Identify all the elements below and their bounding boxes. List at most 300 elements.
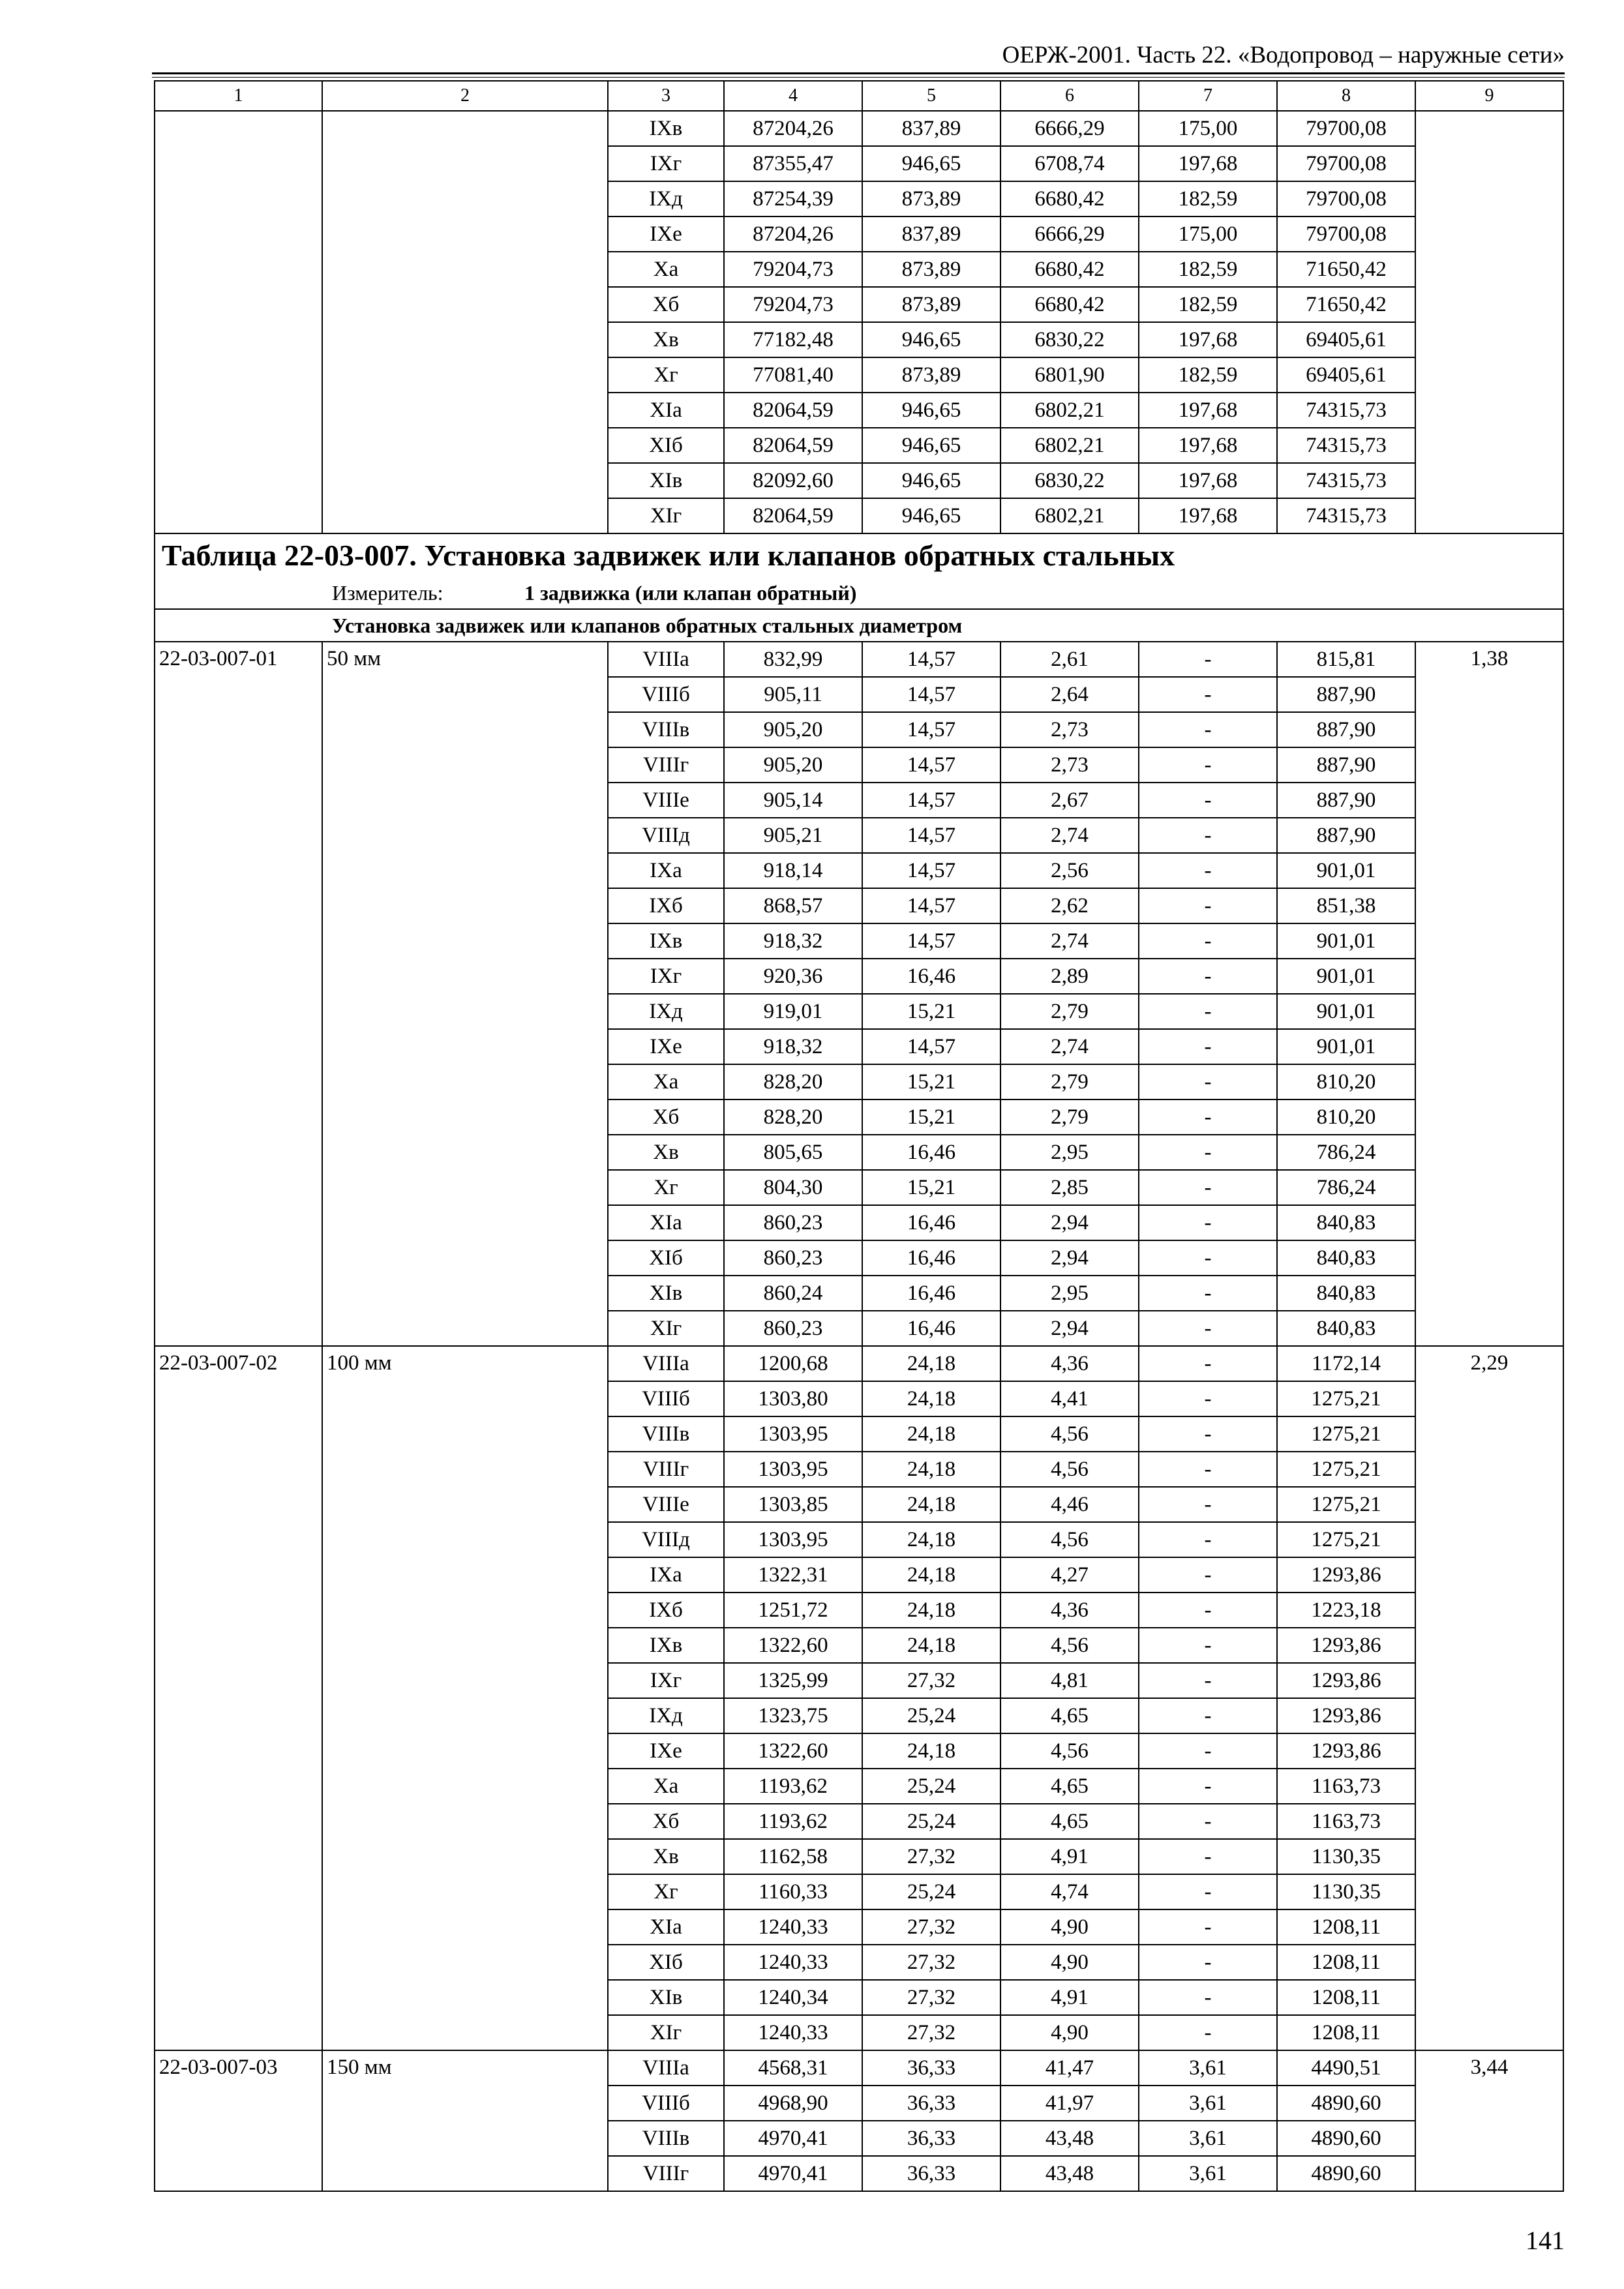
materials-cell: 74315,73: [1277, 428, 1415, 463]
zone-cell: XIб: [608, 1945, 724, 1980]
machine-cost-cell: 6802,21: [1000, 428, 1139, 463]
zone-cell: VIIIв: [608, 1416, 724, 1452]
mass-cell: 1,38: [1415, 642, 1563, 1346]
wage-cell: 27,32: [862, 2015, 1000, 2050]
direct-cost-cell: 1303,95: [724, 1416, 862, 1452]
materials-cell: 815,81: [1277, 642, 1415, 677]
code-cell: [155, 111, 322, 533]
machine-cost-cell: 6830,22: [1000, 322, 1139, 357]
subheading-row: [155, 609, 1563, 642]
machine-cost-cell: 2,74: [1000, 923, 1139, 959]
zone-cell: VIIIб: [608, 2086, 724, 2121]
direct-cost-cell: 860,23: [724, 1311, 862, 1346]
zone-cell: Xв: [608, 322, 724, 357]
table-body: [155, 81, 1563, 2191]
driver-wage-cell: -: [1139, 1240, 1277, 1276]
driver-wage-cell: 182,59: [1139, 287, 1277, 322]
materials-cell: 1208,11: [1277, 1909, 1415, 1945]
direct-cost-cell: 905,21: [724, 818, 862, 853]
driver-wage-cell: -: [1139, 888, 1277, 923]
machine-cost-cell: 6680,42: [1000, 287, 1139, 322]
driver-wage-cell: -: [1139, 1557, 1277, 1593]
materials-cell: 74315,73: [1277, 498, 1415, 533]
materials-cell: 840,83: [1277, 1205, 1415, 1240]
machine-cost-cell: 2,79: [1000, 994, 1139, 1029]
materials-cell: 79700,08: [1277, 111, 1415, 146]
zone-cell: XIг: [608, 1311, 724, 1346]
mass-cell: [1415, 111, 1563, 533]
materials-cell: 901,01: [1277, 994, 1415, 1029]
machine-cost-cell: 2,61: [1000, 642, 1139, 677]
machine-cost-cell: 2,89: [1000, 959, 1139, 994]
machine-cost-cell: 4,65: [1000, 1698, 1139, 1733]
zone-cell: VIIIг: [608, 1452, 724, 1487]
wage-cell: 25,24: [862, 1769, 1000, 1804]
table-title-row: [155, 533, 1563, 577]
machine-cost-cell: 2,79: [1000, 1064, 1139, 1100]
column-number-cell: 8: [1277, 81, 1415, 111]
wage-cell: 14,57: [862, 818, 1000, 853]
materials-cell: 74315,73: [1277, 393, 1415, 428]
direct-cost-cell: 77182,48: [724, 322, 862, 357]
materials-cell: 851,38: [1277, 888, 1415, 923]
zone-cell: Xа: [608, 252, 724, 287]
direct-cost-cell: 828,20: [724, 1064, 862, 1100]
zone-cell: IXд: [608, 994, 724, 1029]
materials-cell: 901,01: [1277, 959, 1415, 994]
wage-cell: 14,57: [862, 712, 1000, 747]
driver-wage-cell: -: [1139, 1170, 1277, 1205]
materials-cell: 901,01: [1277, 853, 1415, 888]
direct-cost-cell: 4970,41: [724, 2156, 862, 2191]
materials-cell: 1275,21: [1277, 1416, 1415, 1452]
materials-cell: 1293,86: [1277, 1698, 1415, 1733]
direct-cost-cell: 1303,85: [724, 1487, 862, 1522]
zone-cell: IXа: [608, 853, 724, 888]
wage-cell: 873,89: [862, 252, 1000, 287]
materials-cell: 1275,21: [1277, 1522, 1415, 1557]
machine-cost-cell: 4,56: [1000, 1522, 1139, 1557]
driver-wage-cell: -: [1139, 1698, 1277, 1733]
wage-cell: 873,89: [862, 287, 1000, 322]
wage-cell: 24,18: [862, 1487, 1000, 1522]
direct-cost-cell: 905,11: [724, 677, 862, 712]
wage-cell: 24,18: [862, 1346, 1000, 1381]
materials-cell: 4890,60: [1277, 2156, 1415, 2191]
column-number-cell: 7: [1139, 81, 1277, 111]
direct-cost-cell: 1322,60: [724, 1628, 862, 1663]
column-number-row: [155, 81, 1563, 111]
wage-cell: 837,89: [862, 217, 1000, 252]
wage-cell: 873,89: [862, 181, 1000, 217]
machine-cost-cell: 4,56: [1000, 1733, 1139, 1769]
materials-cell: 69405,61: [1277, 357, 1415, 393]
driver-wage-cell: -: [1139, 1804, 1277, 1839]
wage-cell: 946,65: [862, 463, 1000, 498]
machine-cost-cell: 2,74: [1000, 1029, 1139, 1064]
machine-cost-cell: 2,73: [1000, 747, 1139, 783]
wage-cell: 24,18: [862, 1381, 1000, 1416]
direct-cost-cell: 1162,58: [724, 1839, 862, 1874]
wage-cell: 14,57: [862, 923, 1000, 959]
driver-wage-cell: -: [1139, 1980, 1277, 2015]
driver-wage-cell: 197,68: [1139, 498, 1277, 533]
materials-cell: 1293,86: [1277, 1733, 1415, 1769]
materials-cell: 810,20: [1277, 1064, 1415, 1100]
materials-cell: 901,01: [1277, 923, 1415, 959]
driver-wage-cell: -: [1139, 959, 1277, 994]
zone-cell: XIв: [608, 1980, 724, 2015]
zone-cell: VIIIа: [608, 2050, 724, 2086]
direct-cost-cell: 1160,33: [724, 1874, 862, 1909]
direct-cost-cell: 832,99: [724, 642, 862, 677]
column-number-cell: 3: [608, 81, 724, 111]
zone-cell: Xа: [608, 1769, 724, 1804]
materials-cell: 1275,21: [1277, 1487, 1415, 1522]
wage-cell: 946,65: [862, 498, 1000, 533]
driver-wage-cell: -: [1139, 1452, 1277, 1487]
wage-cell: 36,33: [862, 2050, 1000, 2086]
machine-cost-cell: 4,46: [1000, 1487, 1139, 1522]
direct-cost-cell: 82064,59: [724, 393, 862, 428]
driver-wage-cell: -: [1139, 1593, 1277, 1628]
page-number: 141: [1526, 2226, 1565, 2255]
machine-cost-cell: 6802,21: [1000, 498, 1139, 533]
materials-cell: 1172,14: [1277, 1346, 1415, 1381]
direct-cost-cell: 87204,26: [724, 217, 862, 252]
driver-wage-cell: 197,68: [1139, 322, 1277, 357]
column-number-cell: 1: [155, 81, 322, 111]
machine-cost-cell: 6680,42: [1000, 252, 1139, 287]
wage-cell: 14,57: [862, 1029, 1000, 1064]
wage-cell: 15,21: [862, 994, 1000, 1029]
wage-cell: 25,24: [862, 1804, 1000, 1839]
machine-cost-cell: 4,36: [1000, 1346, 1139, 1381]
wage-cell: 24,18: [862, 1733, 1000, 1769]
direct-cost-cell: 918,14: [724, 853, 862, 888]
driver-wage-cell: -: [1139, 1276, 1277, 1311]
wage-cell: 15,21: [862, 1064, 1000, 1100]
wage-cell: 24,18: [862, 1593, 1000, 1628]
materials-cell: 4890,60: [1277, 2086, 1415, 2121]
driver-wage-cell: 175,00: [1139, 217, 1277, 252]
machine-cost-cell: 2,64: [1000, 677, 1139, 712]
wage-cell: 24,18: [862, 1452, 1000, 1487]
driver-wage-cell: -: [1139, 994, 1277, 1029]
materials-cell: 1130,35: [1277, 1874, 1415, 1909]
driver-wage-cell: 182,59: [1139, 181, 1277, 217]
machine-cost-cell: 4,27: [1000, 1557, 1139, 1593]
wage-cell: 27,32: [862, 1945, 1000, 1980]
driver-wage-cell: -: [1139, 1733, 1277, 1769]
machine-cost-cell: 4,56: [1000, 1452, 1139, 1487]
machine-cost-cell: 2,74: [1000, 818, 1139, 853]
direct-cost-cell: 1193,62: [724, 1804, 862, 1839]
direct-cost-cell: 82064,59: [724, 428, 862, 463]
zone-cell: XIв: [608, 1276, 724, 1311]
machine-cost-cell: 4,91: [1000, 1980, 1139, 2015]
zone-cell: IXд: [608, 1698, 724, 1733]
machine-cost-cell: 4,81: [1000, 1663, 1139, 1698]
driver-wage-cell: -: [1139, 1205, 1277, 1240]
zone-cell: XIг: [608, 2015, 724, 2050]
driver-wage-cell: 197,68: [1139, 393, 1277, 428]
materials-cell: 1163,73: [1277, 1804, 1415, 1839]
materials-cell: 887,90: [1277, 783, 1415, 818]
driver-wage-cell: -: [1139, 1381, 1277, 1416]
driver-wage-cell: 182,59: [1139, 357, 1277, 393]
driver-wage-cell: 3,61: [1139, 2050, 1277, 2086]
zone-cell: VIIIд: [608, 818, 724, 853]
direct-cost-cell: 1303,95: [724, 1522, 862, 1557]
machine-cost-cell: 2,62: [1000, 888, 1139, 923]
wage-cell: 14,57: [862, 747, 1000, 783]
driver-wage-cell: 3,61: [1139, 2086, 1277, 2121]
machine-cost-cell: 2,67: [1000, 783, 1139, 818]
driver-wage-cell: -: [1139, 1628, 1277, 1663]
machine-cost-cell: 4,91: [1000, 1839, 1139, 1874]
zone-cell: Xг: [608, 1874, 724, 1909]
zone-cell: XIг: [608, 498, 724, 533]
direct-cost-cell: 87254,39: [724, 181, 862, 217]
zone-cell: Xв: [608, 1135, 724, 1170]
machine-cost-cell: 2,79: [1000, 1100, 1139, 1135]
wage-cell: 24,18: [862, 1522, 1000, 1557]
wage-cell: 873,89: [862, 357, 1000, 393]
mass-cell: 3,44: [1415, 2050, 1563, 2191]
zone-cell: VIIIа: [608, 1346, 724, 1381]
wage-cell: 25,24: [862, 1698, 1000, 1733]
table-row: [155, 2050, 1563, 2086]
table-row: [155, 642, 1563, 677]
driver-wage-cell: -: [1139, 1487, 1277, 1522]
driver-wage-cell: 182,59: [1139, 252, 1277, 287]
wage-cell: 27,32: [862, 1839, 1000, 1874]
driver-wage-cell: -: [1139, 818, 1277, 853]
code-cell: 22-03-007-01: [155, 642, 322, 1346]
driver-wage-cell: -: [1139, 1100, 1277, 1135]
wage-cell: 946,65: [862, 393, 1000, 428]
machine-cost-cell: 4,36: [1000, 1593, 1139, 1628]
machine-cost-cell: 6830,22: [1000, 463, 1139, 498]
materials-cell: 1293,86: [1277, 1663, 1415, 1698]
header-rule-thin: [152, 77, 1565, 78]
machine-cost-cell: 4,56: [1000, 1416, 1139, 1452]
zone-cell: VIIIг: [608, 747, 724, 783]
driver-wage-cell: -: [1139, 1945, 1277, 1980]
direct-cost-cell: 828,20: [724, 1100, 862, 1135]
direct-cost-cell: 860,24: [724, 1276, 862, 1311]
direct-cost-cell: 905,20: [724, 712, 862, 747]
direct-cost-cell: 4968,90: [724, 2086, 862, 2121]
header-rule-thick: [152, 72, 1565, 74]
direct-cost-cell: 82064,59: [724, 498, 862, 533]
wage-cell: 16,46: [862, 1276, 1000, 1311]
materials-cell: 810,20: [1277, 1100, 1415, 1135]
column-number-cell: 2: [322, 81, 608, 111]
subheading-cell: [155, 609, 1563, 642]
zone-cell: IXе: [608, 1733, 724, 1769]
wage-cell: 25,24: [862, 1874, 1000, 1909]
materials-cell: 887,90: [1277, 818, 1415, 853]
machine-cost-cell: 41,47: [1000, 2050, 1139, 2086]
driver-wage-cell: 197,68: [1139, 146, 1277, 181]
machine-cost-cell: 4,90: [1000, 2015, 1139, 2050]
driver-wage-cell: -: [1139, 1416, 1277, 1452]
wage-cell: 15,21: [862, 1100, 1000, 1135]
materials-cell: 71650,42: [1277, 287, 1415, 322]
driver-wage-cell: 197,68: [1139, 428, 1277, 463]
machine-cost-cell: 41,97: [1000, 2086, 1139, 2121]
materials-cell: 79700,08: [1277, 146, 1415, 181]
zone-cell: Xг: [608, 357, 724, 393]
direct-cost-cell: 1240,34: [724, 1980, 862, 2015]
zone-cell: Xв: [608, 1839, 724, 1874]
driver-wage-cell: 3,61: [1139, 2156, 1277, 2191]
materials-cell: 887,90: [1277, 677, 1415, 712]
driver-wage-cell: -: [1139, 1769, 1277, 1804]
zone-cell: XIб: [608, 1240, 724, 1276]
materials-cell: 887,90: [1277, 747, 1415, 783]
wage-cell: 14,57: [862, 853, 1000, 888]
materials-cell: 1130,35: [1277, 1839, 1415, 1874]
driver-wage-cell: -: [1139, 1909, 1277, 1945]
wage-cell: 24,18: [862, 1416, 1000, 1452]
zone-cell: Xа: [608, 1064, 724, 1100]
driver-wage-cell: -: [1139, 1839, 1277, 1874]
machine-cost-cell: 4,65: [1000, 1804, 1139, 1839]
wage-cell: 16,46: [862, 1311, 1000, 1346]
wage-cell: 24,18: [862, 1628, 1000, 1663]
direct-cost-cell: 1322,31: [724, 1557, 862, 1593]
zone-cell: IXе: [608, 217, 724, 252]
direct-cost-cell: 1322,60: [724, 1733, 862, 1769]
direct-cost-cell: 1303,80: [724, 1381, 862, 1416]
zone-cell: VIIIб: [608, 1381, 724, 1416]
zone-cell: IXв: [608, 111, 724, 146]
materials-cell: 786,24: [1277, 1135, 1415, 1170]
direct-cost-cell: 1325,99: [724, 1663, 862, 1698]
price-table: [154, 80, 1564, 2192]
driver-wage-cell: -: [1139, 1311, 1277, 1346]
wage-cell: 36,33: [862, 2086, 1000, 2121]
zone-cell: VIIIв: [608, 712, 724, 747]
wage-cell: 946,65: [862, 428, 1000, 463]
description-cell: 50 мм: [322, 642, 608, 1346]
driver-wage-cell: -: [1139, 923, 1277, 959]
materials-cell: 4490,51: [1277, 2050, 1415, 2086]
direct-cost-cell: 1251,72: [724, 1593, 862, 1628]
direct-cost-cell: 860,23: [724, 1205, 862, 1240]
materials-cell: 79700,08: [1277, 217, 1415, 252]
wage-cell: 16,46: [862, 1240, 1000, 1276]
wage-cell: 837,89: [862, 111, 1000, 146]
materials-cell: 4890,60: [1277, 2121, 1415, 2156]
zone-cell: VIIIв: [608, 2121, 724, 2156]
machine-cost-cell: 6801,90: [1000, 357, 1139, 393]
zone-cell: IXе: [608, 1029, 724, 1064]
driver-wage-cell: -: [1139, 1874, 1277, 1909]
materials-cell: 1275,21: [1277, 1452, 1415, 1487]
code-cell: 22-03-007-03: [155, 2050, 322, 2191]
column-number-cell: 9: [1415, 81, 1563, 111]
driver-wage-cell: -: [1139, 783, 1277, 818]
direct-cost-cell: 868,57: [724, 888, 862, 923]
zone-cell: IXг: [608, 146, 724, 181]
direct-cost-cell: 1323,75: [724, 1698, 862, 1733]
materials-cell: 74315,73: [1277, 463, 1415, 498]
column-number-cell: 5: [862, 81, 1000, 111]
driver-wage-cell: -: [1139, 1663, 1277, 1698]
wage-cell: 27,32: [862, 1980, 1000, 2015]
direct-cost-cell: 4568,31: [724, 2050, 862, 2086]
wage-cell: 16,46: [862, 959, 1000, 994]
machine-cost-cell: 4,56: [1000, 1628, 1139, 1663]
wage-cell: 24,18: [862, 1557, 1000, 1593]
direct-cost-cell: 805,65: [724, 1135, 862, 1170]
direct-cost-cell: 1200,68: [724, 1346, 862, 1381]
wage-cell: 36,33: [862, 2121, 1000, 2156]
direct-cost-cell: 919,01: [724, 994, 862, 1029]
materials-cell: 901,01: [1277, 1029, 1415, 1064]
direct-cost-cell: 1303,95: [724, 1452, 862, 1487]
direct-cost-cell: 905,14: [724, 783, 862, 818]
table-row: [155, 111, 1563, 146]
subheading-text: Установка задвижек или клапанов обратных стальных диаметром: [332, 614, 963, 637]
machine-cost-cell: 2,95: [1000, 1135, 1139, 1170]
machine-cost-cell: 6708,74: [1000, 146, 1139, 181]
column-number-cell: 4: [724, 81, 862, 111]
zone-cell: VIIIб: [608, 677, 724, 712]
driver-wage-cell: -: [1139, 1346, 1277, 1381]
zone-cell: VIIIд: [608, 1522, 724, 1557]
driver-wage-cell: 3,61: [1139, 2121, 1277, 2156]
zone-cell: IXг: [608, 1663, 724, 1698]
description-cell: 150 мм: [322, 2050, 608, 2191]
materials-cell: 887,90: [1277, 712, 1415, 747]
direct-cost-cell: 87204,26: [724, 111, 862, 146]
driver-wage-cell: -: [1139, 853, 1277, 888]
zone-cell: XIа: [608, 1909, 724, 1945]
machine-cost-cell: 2,95: [1000, 1276, 1139, 1311]
direct-cost-cell: 860,23: [724, 1240, 862, 1276]
machine-cost-cell: 2,85: [1000, 1170, 1139, 1205]
driver-wage-cell: -: [1139, 1029, 1277, 1064]
direct-cost-cell: 79204,73: [724, 252, 862, 287]
direct-cost-cell: 1193,62: [724, 1769, 862, 1804]
zone-cell: VIIIе: [608, 1487, 724, 1522]
column-number-cell: 6: [1000, 81, 1139, 111]
direct-cost-cell: 4970,41: [724, 2121, 862, 2156]
page-header: ОЕРЖ-2001. Часть 22. «Водопровод – наружные сети»: [1002, 42, 1565, 68]
materials-cell: 1293,86: [1277, 1628, 1415, 1663]
materials-cell: 79700,08: [1277, 181, 1415, 217]
machine-cost-cell: 6680,42: [1000, 181, 1139, 217]
materials-cell: 786,24: [1277, 1170, 1415, 1205]
materials-cell: 1208,11: [1277, 1945, 1415, 1980]
machine-cost-cell: 43,48: [1000, 2156, 1139, 2191]
wage-cell: 14,57: [862, 642, 1000, 677]
materials-cell: 1223,18: [1277, 1593, 1415, 1628]
zone-cell: VIIIа: [608, 642, 724, 677]
machine-cost-cell: 2,56: [1000, 853, 1139, 888]
unit-label: Измеритель:: [332, 581, 444, 605]
machine-cost-cell: 6666,29: [1000, 217, 1139, 252]
wage-cell: 27,32: [862, 1909, 1000, 1945]
zone-cell: XIа: [608, 1205, 724, 1240]
machine-cost-cell: 6666,29: [1000, 111, 1139, 146]
materials-cell: 1208,11: [1277, 2015, 1415, 2050]
